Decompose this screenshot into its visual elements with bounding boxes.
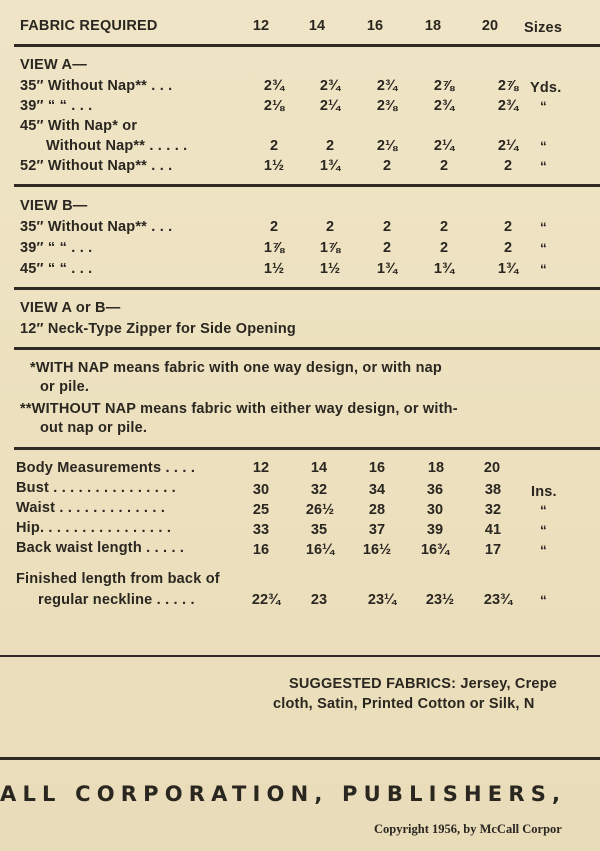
measure-value: 16¼: [305, 542, 335, 558]
ditto-mark: “: [540, 523, 547, 538]
yardage-value: 1¾: [433, 261, 455, 277]
measure-value: 38: [484, 482, 502, 498]
yardage-value: 2: [382, 219, 392, 235]
body-measurements-heading: Body Measurements . . . .: [16, 460, 196, 476]
yardage-value: 2⅞: [433, 78, 455, 94]
measure-label: Bust . . . . . . . . . . . . . . .: [16, 480, 176, 496]
size-header: 14: [308, 18, 326, 34]
yardage-value: 2⅛: [263, 98, 285, 114]
measure-label: Waist . . . . . . . . . . . . .: [16, 500, 166, 516]
yardage-value: 2¼: [319, 98, 341, 114]
measure-value: 16: [252, 542, 270, 558]
measure-label: Hip. . . . . . . . . . . . . . . .: [16, 520, 172, 536]
view-a-row-label: 45″ With Nap* or: [20, 118, 138, 134]
yardage-value: 2¾: [319, 78, 341, 94]
measure-value: 30: [426, 502, 444, 518]
ditto-mark: “: [540, 503, 547, 518]
measure-value: 30: [252, 482, 270, 498]
ditto-mark: “: [540, 543, 547, 558]
yardage-value: 2¼: [433, 138, 455, 154]
with-nap-note-cont: or pile.: [40, 379, 90, 395]
size-header: 14: [310, 460, 328, 476]
yardage-value: 1⅞: [263, 240, 285, 256]
view-b-row-label: 39″ “ “ . . .: [20, 240, 93, 256]
measure-value: 25: [252, 502, 270, 518]
with-nap-note: *WITH NAP means fabric with one way design, or with nap: [30, 360, 442, 376]
unit-label: Yds.: [530, 80, 562, 96]
measure-value: 28: [368, 502, 386, 518]
unit-label: Ins.: [531, 484, 557, 500]
view-a-row-label: Without Nap** . . . . .: [46, 138, 188, 154]
measure-value: 16½: [362, 542, 392, 558]
measure-value: 35: [310, 522, 328, 538]
size-header: 16: [368, 460, 386, 476]
measure-value: 26½: [305, 502, 335, 518]
yardage-value: 2⅛: [376, 138, 398, 154]
yardage-value: 2: [439, 158, 449, 174]
sizes-label: Sizes: [524, 20, 563, 36]
yardage-value: 2: [503, 219, 513, 235]
yardage-value: 1¾: [319, 158, 341, 174]
view-b-title: VIEW B—: [20, 198, 88, 214]
yardage-value: 2⅜: [376, 98, 398, 114]
without-nap-note: **WITHOUT NAP means fabric with either way design, or with-: [20, 401, 458, 417]
ditto-mark: “: [540, 262, 547, 277]
finished-length-label-cont: regular neckline . . . . .: [38, 592, 195, 608]
view-a-row-label: 39″ “ “ . . .: [20, 98, 93, 114]
ditto-mark: “: [540, 139, 547, 154]
yardage-value: 2¾: [497, 98, 519, 114]
yardage-value: 2: [382, 158, 392, 174]
finished-length-label: Finished length from back of: [16, 571, 220, 587]
divider: [14, 347, 600, 350]
divider: [0, 655, 600, 657]
zipper-note: 12″ Neck-Type Zipper for Side Opening: [20, 321, 296, 337]
yardage-value: 2: [325, 219, 335, 235]
yardage-value: 2: [439, 219, 449, 235]
measure-value: 23½: [425, 592, 455, 608]
view-ab-title: VIEW A or B—: [20, 300, 121, 316]
measure-value: 17: [484, 542, 502, 558]
yardage-value: 2¾: [263, 78, 285, 94]
measure-value: 36: [426, 482, 444, 498]
size-header: 18: [427, 460, 445, 476]
yardage-value: 2: [269, 219, 279, 235]
yardage-value: 1¾: [497, 261, 519, 277]
size-header: 18: [424, 18, 442, 34]
publisher-line: ALL CORPORATION, PUBLISHERS,: [0, 782, 567, 806]
size-header: 16: [366, 18, 384, 34]
view-b-row-label: 45″ “ “ . . .: [20, 261, 93, 277]
yardage-value: 1½: [319, 261, 341, 277]
divider: [14, 44, 600, 47]
copyright-line: Copyright 1956, by McCall Corpor: [374, 822, 562, 836]
divider: [14, 287, 600, 290]
yardage-value: 2: [439, 240, 449, 256]
yardage-value: 1½: [263, 158, 285, 174]
measure-value: 32: [310, 482, 328, 498]
measure-value: 16¾: [420, 542, 450, 558]
suggested-fabrics-cont: cloth, Satin, Printed Cotton or Silk, N: [273, 696, 535, 712]
measure-value: 32: [484, 502, 502, 518]
measure-value: 33: [252, 522, 270, 538]
without-nap-note-cont: out nap or pile.: [40, 420, 148, 436]
size-header: 12: [252, 460, 270, 476]
yardage-value: 2: [503, 158, 513, 174]
size-header: 20: [481, 18, 499, 34]
measure-label: Back waist length . . . . .: [16, 540, 185, 556]
yardage-value: 2: [503, 240, 513, 256]
yardage-value: 2: [325, 138, 335, 154]
measure-value: 39: [426, 522, 444, 538]
measure-value: 34: [368, 482, 386, 498]
ditto-mark: “: [540, 99, 547, 114]
measure-value: 41: [484, 522, 502, 538]
view-b-row-label: 35″ Without Nap** . . .: [20, 219, 173, 235]
yardage-value: 2¾: [376, 78, 398, 94]
divider: [14, 447, 600, 450]
ditto-mark: “: [540, 241, 547, 256]
measure-value: 23¾: [483, 592, 513, 608]
size-header: 20: [483, 460, 501, 476]
yardage-value: 2⅞: [497, 78, 519, 94]
suggested-fabrics: SUGGESTED FABRICS: Jersey, Crepe: [289, 676, 558, 692]
yardage-value: 1½: [263, 261, 285, 277]
ditto-mark: “: [540, 593, 547, 608]
yardage-value: 2¾: [433, 98, 455, 114]
yardage-value: 2: [382, 240, 392, 256]
measure-value: 23¼: [367, 592, 397, 608]
size-header: 12: [252, 18, 270, 34]
measure-value: 23: [310, 592, 328, 608]
yardage-value: 2¼: [497, 138, 519, 154]
yardage-value: 2: [269, 138, 279, 154]
measure-value: 37: [368, 522, 386, 538]
divider: [14, 184, 600, 187]
fabric-required-heading: FABRIC REQUIRED: [20, 18, 158, 34]
divider: [0, 757, 600, 760]
yardage-value: 1¾: [376, 261, 398, 277]
ditto-mark: “: [540, 159, 547, 174]
view-a-row-label: 52″ Without Nap** . . .: [20, 158, 173, 174]
ditto-mark: “: [540, 220, 547, 235]
yardage-value: 1⅞: [319, 240, 341, 256]
view-a-title: VIEW A—: [20, 57, 87, 73]
measure-value: 22¾: [251, 592, 281, 608]
view-a-row-label: 35″ Without Nap** . . .: [20, 78, 173, 94]
